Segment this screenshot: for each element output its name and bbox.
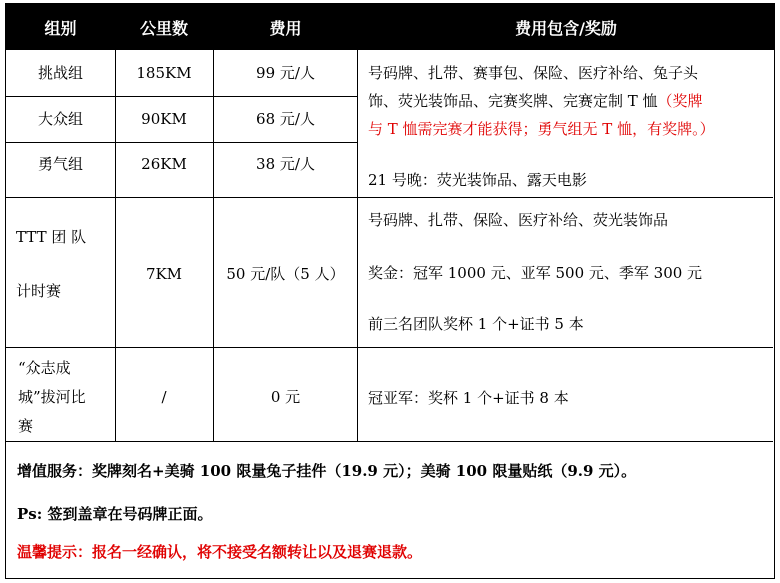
row-public-fee: 68 元/人 — [256, 110, 315, 128]
ttt-benefit-2: 奖金：冠军 1000 元、亚军 500 元、季军 300 元 — [368, 264, 703, 282]
ttt-benefit-1: 号码牌、扎带、保险、医疗补给、荧光装饰品 — [368, 211, 669, 229]
row-divider — [6, 96, 357, 97]
ttt-group-line-2: 计时赛 — [16, 282, 62, 300]
row-challenge-group: 挑战组 — [37, 64, 83, 82]
tug-group-line-1: “众志成 — [18, 359, 71, 377]
footer-service: 增值服务：奖牌刻名+美骑 100 限量兔子挂件（19.9 元）；美骑 100 限量贴纸（9.9 元）。 — [17, 462, 637, 480]
benefits-line-2: 饰、荧光装饰品、完赛奖牌、完赛定制 T 恤（奖牌 — [368, 92, 703, 110]
registration-table — [5, 3, 775, 579]
tug-km: / — [161, 388, 167, 406]
ttt-group-line-1: TTT 团 队 — [16, 228, 87, 246]
ttt-fee: 50 元/队（5 人） — [226, 265, 345, 283]
footer-ps: Ps: 签到盖章在号码牌正面。 — [17, 505, 213, 523]
row-public-group: 大众组 — [37, 110, 83, 128]
row-public-km: 90KM — [141, 110, 187, 128]
ttt-benefit-3: 前三名团队奖杯 1 个+证书 5 本 — [368, 315, 584, 333]
header-km: 公里数 — [139, 18, 188, 38]
row-courage-group: 勇气组 — [37, 155, 83, 173]
tug-fee: 0 元 — [270, 388, 301, 406]
row-courage-fee: 38 元/人 — [256, 155, 315, 173]
ttt-km: 7KM — [145, 265, 183, 283]
row-divider — [6, 142, 357, 143]
benefits-line-3: 与 T 恤需完赛才能获得；勇气组无 T 恤，有奖牌。） — [368, 120, 715, 138]
tug-group-line-2: 城”拔河比 — [18, 388, 86, 406]
benefits-note-red: （奖牌 — [657, 92, 703, 110]
header-benefits: 费用包含/奖励 — [515, 18, 617, 38]
tug-group-line-3: 赛 — [18, 417, 34, 435]
benefits-line-4: 21 号晚：荧光装饰品、露天电影 — [368, 171, 587, 189]
footer-warning: 温馨提示：报名一经确认，将不接受名额转让以及退赛退款。 — [17, 543, 423, 561]
header-fee: 费用 — [269, 18, 302, 38]
header-group: 组别 — [44, 18, 77, 38]
benefits-line-1: 号码牌、扎带、赛事包、保险、医疗补给、兔子头 — [368, 64, 699, 82]
table-header — [6, 4, 774, 50]
row-courage-km: 26KM — [141, 155, 187, 173]
tug-benefit: 冠亚军：奖杯 1 个+证书 8 本 — [368, 389, 569, 407]
row-challenge-km: 185KM — [136, 64, 192, 82]
row-divider — [6, 197, 773, 198]
row-challenge-fee: 99 元/人 — [256, 64, 315, 82]
row-divider — [6, 441, 773, 442]
row-divider — [6, 347, 773, 348]
